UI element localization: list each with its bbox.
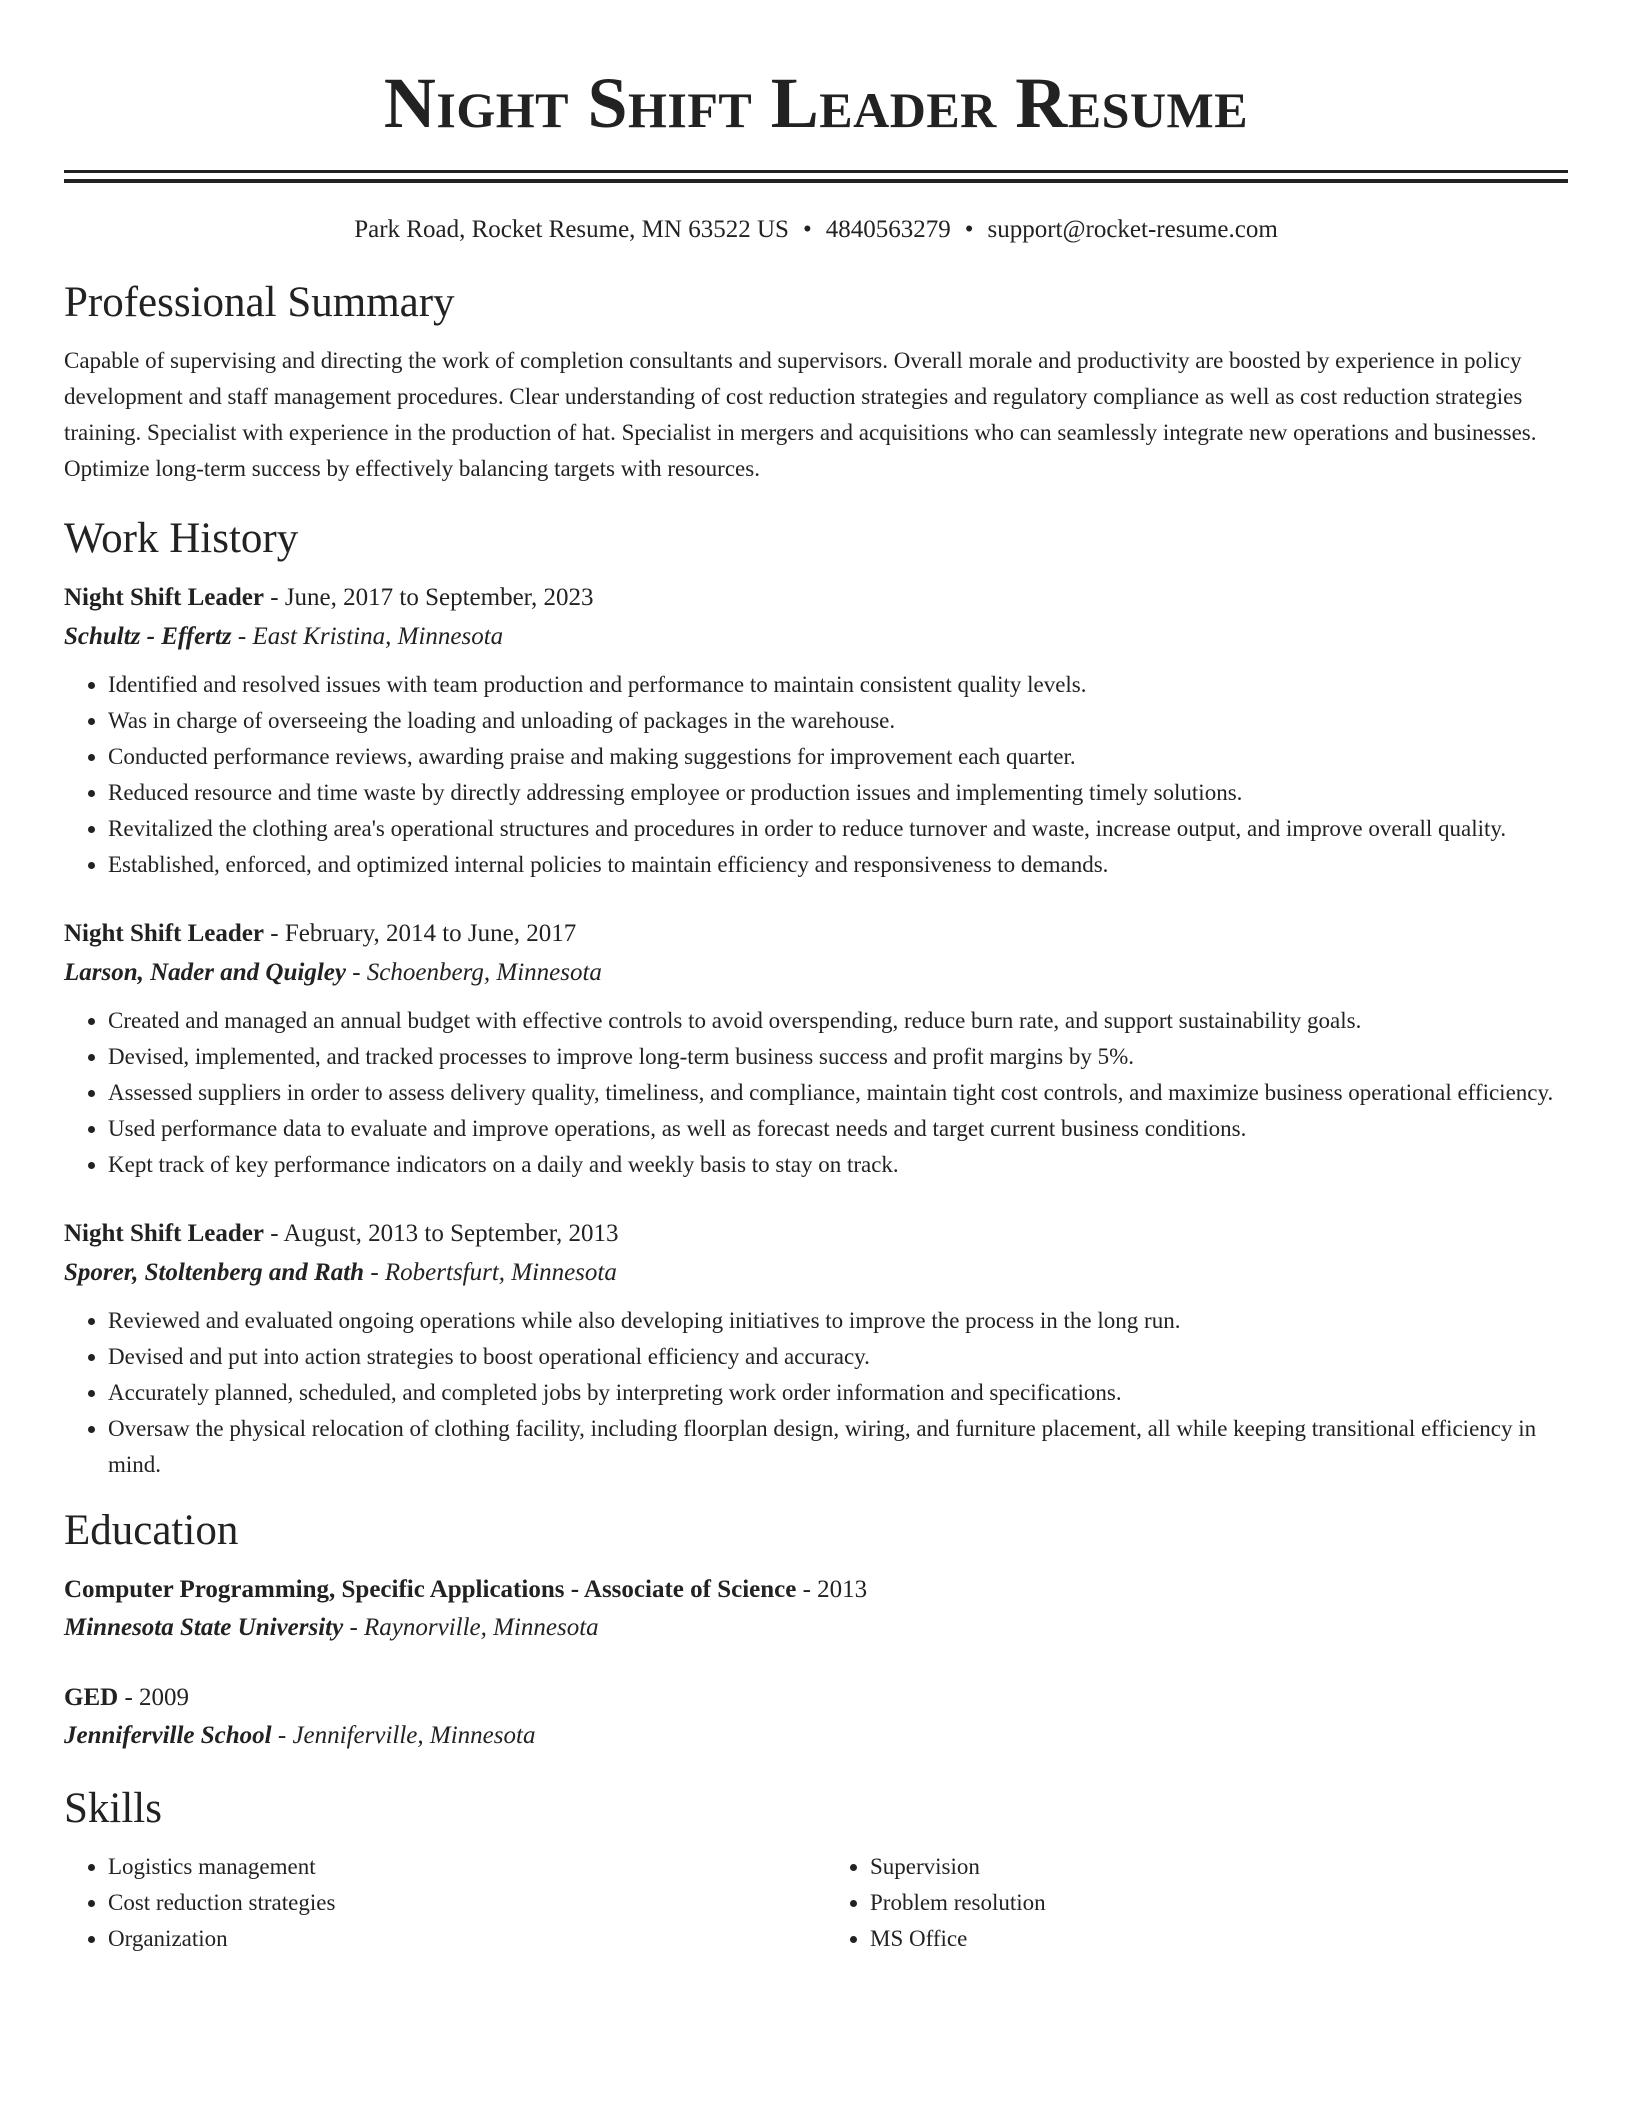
contact-line bbox=[64, 213, 1568, 247]
job-location: - East Kristina, Minnesota bbox=[231, 623, 504, 650]
skill-item: • Supervision bbox=[870, 1849, 1568, 1885]
skill-item: • Logistics management bbox=[108, 1849, 806, 1885]
job-location: - Robertsfurt, Minnesota bbox=[364, 1259, 617, 1286]
skills-heading: Skills bbox=[64, 1785, 162, 1832]
education-entry bbox=[64, 1679, 1568, 1755]
education-entry bbox=[64, 1571, 1568, 1647]
job-company: Sporer, Stoltenberg and Rath bbox=[64, 1259, 365, 1286]
education-heading: Education bbox=[64, 1507, 239, 1554]
job-bullets bbox=[64, 1303, 1568, 1483]
resume-title: Night Shift Leader Resume bbox=[383, 63, 1249, 143]
job-bullet: • Conducted performance reviews, awarding praise and making suggestions for improvement each quarter. bbox=[108, 739, 1568, 775]
job-bullet: • Reduced resource and time waste by directly addressing employee or production issues and implementing timely solutions. bbox=[108, 775, 1568, 811]
job-dates: - June, 2017 to September, 2023 bbox=[264, 584, 594, 611]
work-history-heading: Work History bbox=[64, 515, 299, 562]
job-entry bbox=[64, 1215, 1568, 1483]
education-location: - Jenniferville, Minnesota bbox=[271, 1722, 536, 1749]
job-bullets bbox=[64, 1003, 1568, 1183]
job-bullets bbox=[64, 667, 1568, 883]
summary-heading: Professional Summary bbox=[64, 279, 455, 326]
education-header bbox=[64, 1571, 1568, 1609]
job-bullet: • Oversaw the physical relocation of clothing facility, including floorplan design, wiring, and furniture placement, all while keeping transitional efficiency in mind. bbox=[108, 1411, 1568, 1483]
skills-grid bbox=[64, 1849, 1568, 1957]
work-history-section bbox=[64, 513, 1568, 1483]
job-company: Schultz - Effertz bbox=[64, 623, 232, 650]
education-location: - Raynorville, Minnesota bbox=[343, 1614, 599, 1641]
summary-section bbox=[64, 277, 1568, 487]
education-header bbox=[64, 1679, 1568, 1717]
job-bullet: • Reviewed and evaluated ongoing operations while also developing initiatives to improve the process in the long run. bbox=[108, 1303, 1568, 1339]
education-school-line bbox=[64, 1609, 1568, 1647]
education-school: Minnesota State University bbox=[64, 1614, 344, 1641]
education-section bbox=[64, 1505, 1568, 1755]
job-bullet: • Assessed suppliers in order to assess delivery quality, timeliness, and compliance, maintain tight cost controls, and maximize business operational efficiency. bbox=[108, 1075, 1568, 1111]
job-dates: - August, 2013 to September, 2013 bbox=[264, 1220, 619, 1247]
skills-section bbox=[64, 1783, 1568, 1957]
contact-separator: • bbox=[802, 216, 812, 243]
job-header bbox=[64, 1215, 1568, 1253]
job-header bbox=[64, 915, 1568, 953]
job-bullet: • Established, enforced, and optimized internal policies to maintain efficiency and responsiveness to demands. bbox=[108, 847, 1568, 883]
education-degree: GED bbox=[64, 1684, 119, 1711]
education-school: Jenniferville School bbox=[64, 1722, 272, 1749]
job-bullet: • Created and managed an annual budget with effective controls to avoid overspending, reduce burn rate, and support sustainability goals. bbox=[108, 1003, 1568, 1039]
job-bullet: • Revitalized the clothing area's operational structures and procedures in order to reduce turnover and waste, increase output, and improve overall quality. bbox=[108, 811, 1568, 847]
contact-address: Park Road, Rocket Resume, MN 63522 US bbox=[354, 216, 789, 243]
job-entry bbox=[64, 579, 1568, 883]
education-year: - 2009 bbox=[118, 1684, 190, 1711]
skill-item: • Organization bbox=[108, 1921, 806, 1957]
job-bullet: • Devised and put into action strategies to boost operational efficiency and accuracy. bbox=[108, 1339, 1568, 1375]
job-bullet: • Kept track of key performance indicators on a daily and weekly basis to stay on track. bbox=[108, 1147, 1568, 1183]
title-divider bbox=[64, 170, 1568, 183]
job-entry bbox=[64, 915, 1568, 1183]
job-company-line bbox=[64, 1253, 1568, 1293]
job-title: Night Shift Leader bbox=[64, 1220, 264, 1247]
education-degree: Computer Programming, Specific Applications - Associate of Science bbox=[64, 1576, 797, 1603]
job-header bbox=[64, 579, 1568, 617]
job-bullet: • Identified and resolved issues with team production and performance to maintain consistent quality levels. bbox=[108, 667, 1568, 703]
skills-column-right bbox=[806, 1849, 1568, 1957]
job-title: Night Shift Leader bbox=[64, 584, 264, 611]
education-school-line bbox=[64, 1717, 1568, 1755]
skill-item: • Problem resolution bbox=[870, 1885, 1568, 1921]
job-dates: - February, 2014 to June, 2017 bbox=[264, 920, 577, 947]
skill-item: • MS Office bbox=[870, 1921, 1568, 1957]
education-year: - 2013 bbox=[796, 1576, 868, 1603]
skill-item: • Cost reduction strategies bbox=[108, 1885, 806, 1921]
contact-separator: • bbox=[964, 216, 974, 243]
job-company-line bbox=[64, 617, 1568, 657]
job-location: - Schoenberg, Minnesota bbox=[345, 959, 602, 986]
job-bullet: • Accurately planned, scheduled, and completed jobs by interpreting work order information and specifications. bbox=[108, 1375, 1568, 1411]
job-company-line bbox=[64, 953, 1568, 993]
skills-column-left bbox=[64, 1849, 806, 1957]
contact-email: support@rocket-resume.com bbox=[987, 216, 1278, 243]
job-title: Night Shift Leader bbox=[64, 920, 264, 947]
job-bullet: • Used performance data to evaluate and improve operations, as well as forecast needs and target current business conditions. bbox=[108, 1111, 1568, 1147]
summary-text: Capable of supervising and directing the work of completion consultants and supervisors. Overall morale and productivity are boosted by experience in policy development and staff management procedures. Clear understanding of cost reduction strategies and regulatory compliance as well as cost reduction strategies training. Specialist with experience in the production of hat. Specialist in mergers and acquisitions who can seamlessly integrate new operations and businesses. Optimize long-term success by effectively balancing targets with resources. bbox=[64, 348, 1537, 481]
resume-page bbox=[64, 0, 1568, 1957]
job-bullet: • Was in charge of overseeing the loading and unloading of packages in the warehouse. bbox=[108, 703, 1568, 739]
contact-phone: 4840563279 bbox=[825, 216, 951, 243]
job-company: Larson, Nader and Quigley bbox=[64, 959, 346, 986]
job-bullet: • Devised, implemented, and tracked processes to improve long-term business success and profit margins by 5%. bbox=[108, 1039, 1568, 1075]
